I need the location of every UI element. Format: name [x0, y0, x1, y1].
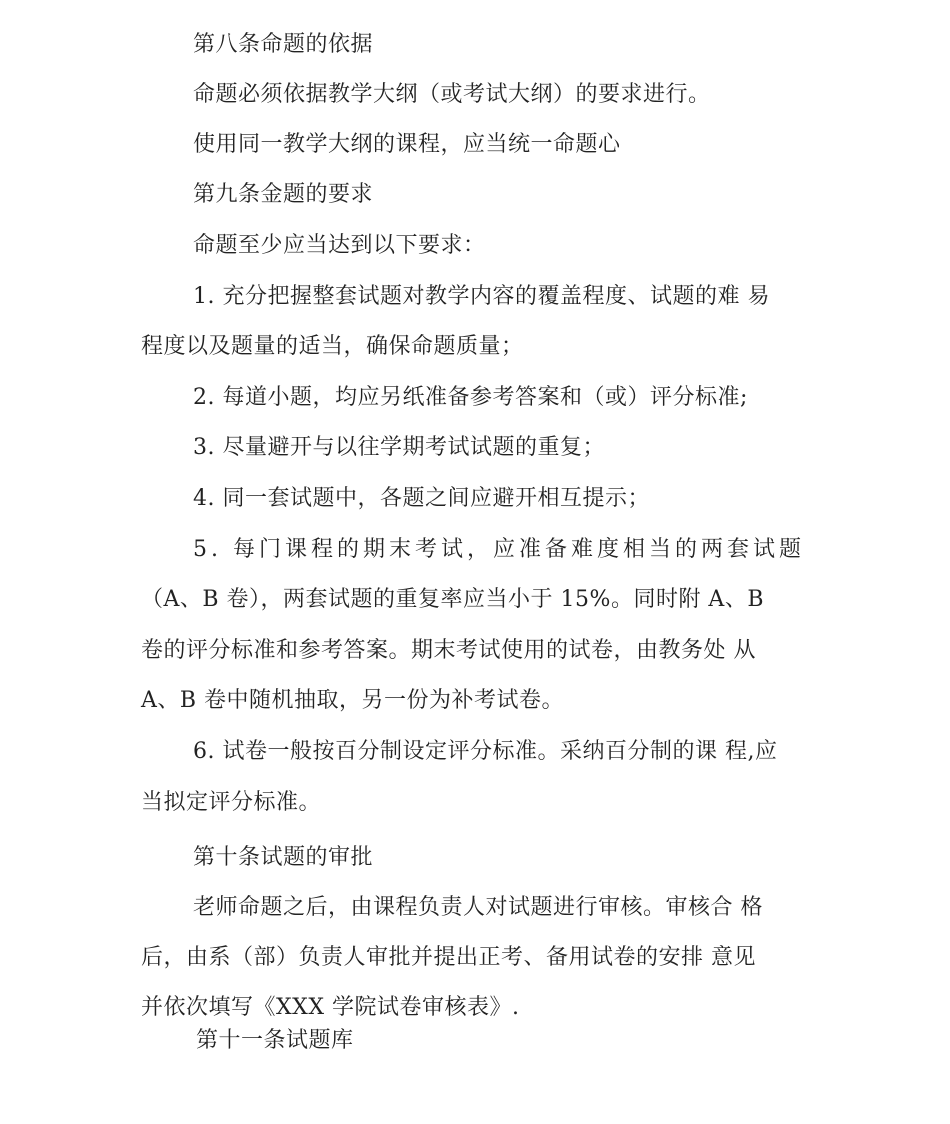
- article-10-heading: 第十条试题的审批: [193, 845, 374, 870]
- paragraph-line: 命题至少应当达到以下要求：: [193, 233, 486, 258]
- paragraph-line: A、B 卷中随机抽取，另一份为补考试卷。: [141, 688, 565, 713]
- paragraph-line: 使用同一教学大纲的课程，应当统一命题心: [193, 132, 621, 157]
- list-item-4: 4. 同一套试题中，各题之间应避开相互提示；: [193, 486, 650, 511]
- article-8-heading: 第八条命题的依据: [193, 32, 374, 57]
- list-item-3: 3. 尽量避开与以往学期考试试题的重复；: [193, 435, 605, 460]
- paragraph-line: （A、B 卷），两套试题的重复率应当小于 15%。同时附 A、B: [141, 587, 764, 612]
- paragraph-line: 程度以及题量的适当，确保命题质量；: [141, 334, 524, 359]
- article-9-heading: 第九条金题的要求: [193, 182, 374, 207]
- list-item-1: 1. 充分把握整套试题对教学内容的覆盖程度、试题的难 易: [193, 284, 770, 309]
- list-item-5: 5. 每门课程的期末考试，应准备难度相当的两套试题: [193, 537, 805, 562]
- paragraph-line: 命题必须依据教学大纲（或考试大纲）的要求进行。: [193, 82, 711, 107]
- paragraph-line: 后，由系（部）负责人审批并提出正考、备用试卷的安排 意见: [141, 945, 756, 970]
- paragraph-line: 并依次填写《XXX 学院试卷审核表》.: [141, 995, 520, 1020]
- paragraph-line: 当拟定评分标准。: [141, 790, 322, 815]
- paragraph-line: 卷的评分标准和参考答案。期末考试使用的试卷，由教务处 从: [141, 638, 756, 663]
- list-item-2: 2. 每道小题，均应另纸准备参考答案和（或）评分标准;: [193, 385, 748, 410]
- article-11-heading: 第十一条试题库: [196, 1028, 354, 1053]
- list-item-6: 6. 试卷一般按百分制设定评分标准。采纳百分制的课 程,应: [193, 739, 778, 764]
- paragraph-line: 老师命题之后，由课程负责人对试题进行审核。审核合 格: [193, 895, 763, 920]
